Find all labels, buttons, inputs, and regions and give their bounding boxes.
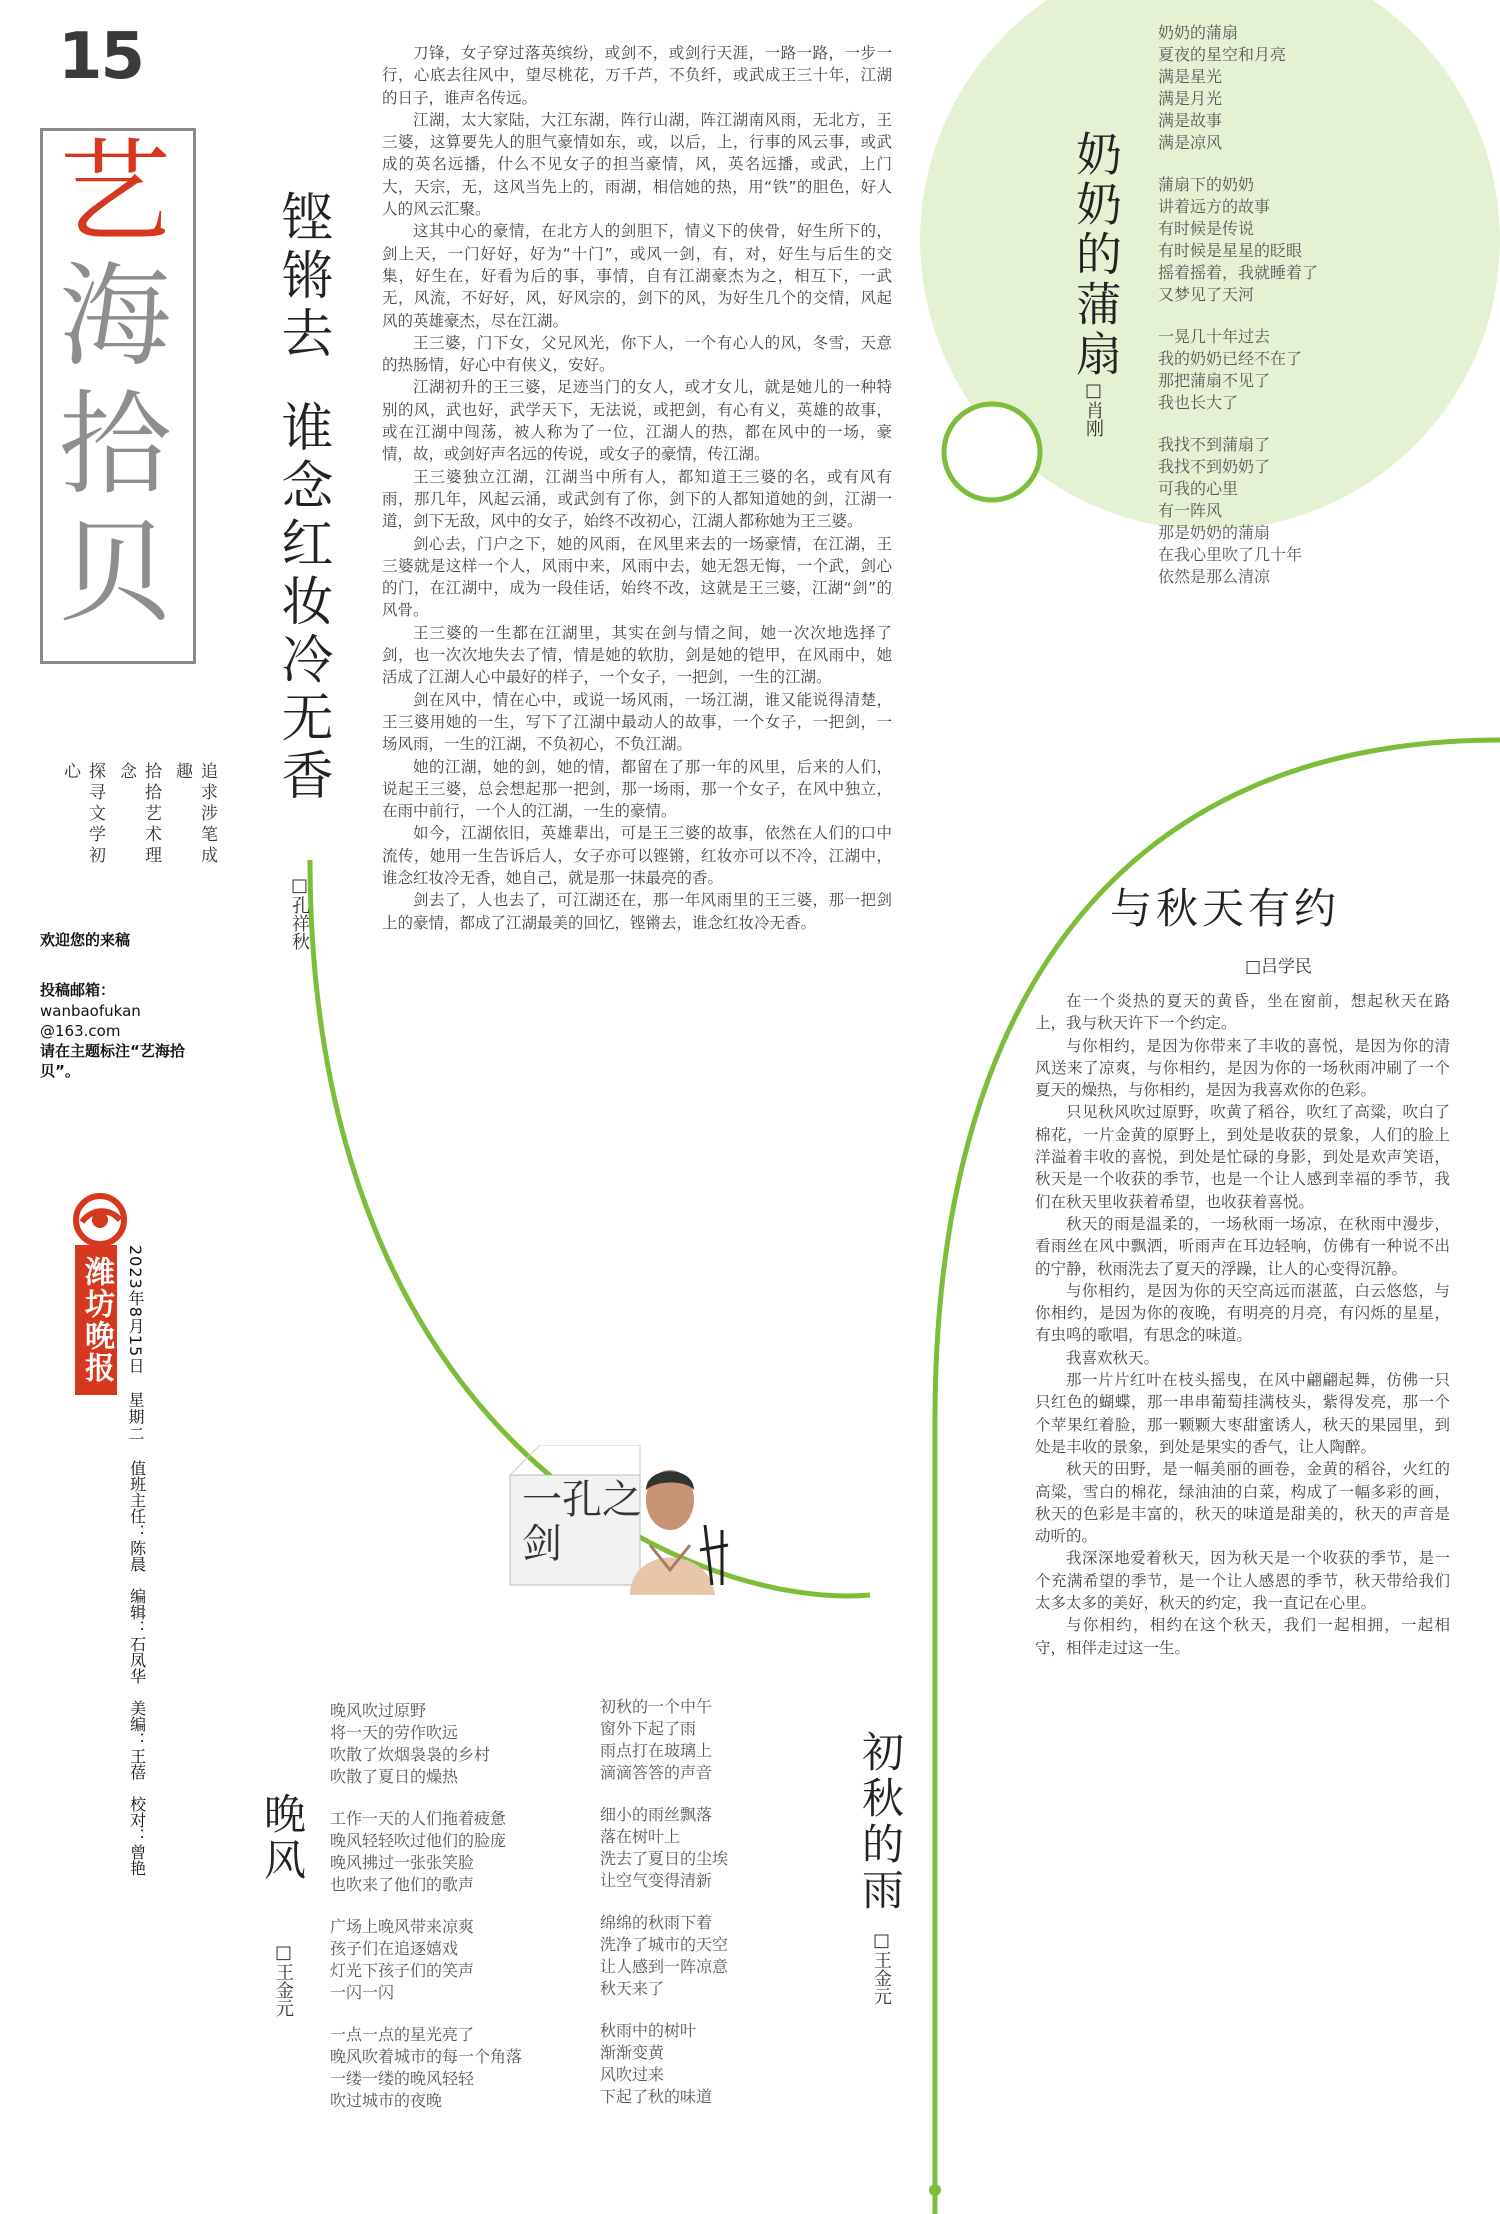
column-label bbox=[522, 1478, 642, 1566]
poem-line: 晚风轻轻吹过他们的脸庞 bbox=[330, 1831, 507, 1850]
email-local[interactable]: wanbaofukan bbox=[40, 1001, 141, 1020]
article2-title: 奶奶的蒲扇 bbox=[1069, 130, 1123, 380]
poem-stanza bbox=[600, 1804, 840, 1892]
column-label-text: 一孔之剑 bbox=[522, 1477, 642, 1567]
green-small-ring bbox=[944, 404, 1040, 500]
motto-1: 追求涉笔成趣 bbox=[172, 762, 217, 867]
contribution-info bbox=[40, 930, 210, 1082]
poem-line: 一晃几十年过去 bbox=[1158, 327, 1271, 346]
poem-line: 孩子们在追逐嬉戏 bbox=[330, 1939, 459, 1958]
poem-line: 满是凉风 bbox=[1158, 133, 1223, 152]
motto-2: 拾拾艺术理念 bbox=[116, 762, 161, 867]
article3-paragraph: 秋天的田野，是一幅美丽的画卷，金黄的稻谷，火红的高粱，雪白的棉花，绿油油的白菜，构成了一幅多彩的画，秋天的色彩是丰富的，秋天的味道是甜美的，秋天的声音是动听的。 bbox=[1035, 1460, 1450, 1546]
article1-byline: □孔祥秋 bbox=[289, 875, 310, 950]
poem-line: 滴滴答答的声音 bbox=[600, 1763, 713, 1782]
poem-line: 讲着远方的故事 bbox=[1158, 197, 1271, 216]
masthead-char-2: 海 bbox=[59, 252, 171, 382]
section-mottos bbox=[58, 762, 220, 882]
section-masthead bbox=[40, 128, 196, 664]
poem-line: 渐渐变黄 bbox=[600, 2043, 665, 2062]
article5-poem bbox=[600, 1696, 840, 2128]
poem-stanza bbox=[1158, 326, 1478, 414]
poem-line: 让人感到一阵凉意 bbox=[600, 1957, 729, 1976]
poem-stanza bbox=[330, 2024, 580, 2112]
poem-line: 吹散了夏日的燥热 bbox=[330, 1767, 459, 1786]
poem-line: 有时候是星星的眨眼 bbox=[1158, 241, 1303, 260]
staff-credits: 值班主任：陈晨 编辑：石凤华 美编：王蓓 校对：曾艳 bbox=[127, 1460, 147, 1876]
poem-line: 那把蒲扇不见了 bbox=[1158, 371, 1271, 390]
page-number: 15 bbox=[58, 20, 144, 94]
article3-paragraph: 与你相约，是因为你的天空高远而湛蓝，白云悠悠，与你相约，是因为你的夜晚，有明亮的月亮，有闪烁的星星，有虫鸣的歌唱，有思念的味道。 bbox=[1035, 1281, 1450, 1345]
poem-line: 雨点打在玻璃上 bbox=[600, 1741, 713, 1760]
article1-title-line2: 谁念红妆冷无香 bbox=[272, 400, 332, 806]
email-note: 请在主题标注“艺海拾贝”。 bbox=[40, 1042, 185, 1081]
poem-line: 满是月光 bbox=[1158, 89, 1223, 108]
poem-line: 窗外下起了雨 bbox=[600, 1719, 697, 1738]
dateline bbox=[124, 1245, 147, 1442]
article3-title: 与秋天有约 bbox=[1110, 884, 1341, 933]
poem-stanza bbox=[1158, 174, 1478, 306]
poem-line: 洗去了夏日的尘埃 bbox=[600, 1849, 729, 1868]
poem-line: 满是星光 bbox=[1158, 67, 1223, 86]
poem-line: 落在树叶上 bbox=[600, 1827, 681, 1846]
article3-paragraph: 只见秋风吹过原野，吹黄了稻谷，吹红了高粱，吹白了棉花，一片金黄的原野上，到处是收获的景象，人们的脸上洋溢着丰收的喜悦，到处是忙碌的身影，到处是欢声笑语，秋天是一个收获的季节，也是一个让人感到幸福的季节，我们在秋天里收获着希望，也收获着喜悦。 bbox=[1035, 1103, 1450, 1211]
article1-title-line1: 铿锵去 bbox=[272, 190, 332, 364]
poem-line: 广场上晚风带来凉爽 bbox=[330, 1917, 475, 1936]
poem-stanza bbox=[1158, 22, 1478, 154]
article3-paragraph: 秋天的雨是温柔的，一场秋雨一场凉，在秋雨中漫步，看雨丝在风中飘洒，听雨声在耳边轻响，仿佛有一种说不出的宁静，秋雨洗去了夏天的浮躁，让人的心变得沉静。 bbox=[1035, 1214, 1450, 1278]
article3-byline: □吕学民 bbox=[1245, 957, 1313, 977]
email-label: 投稿邮箱： bbox=[40, 981, 116, 1000]
article1-paragraph: 这其中心的豪情，在北方人的剑胆下，情义下的侠骨，好生所下的，剑上天，一门好好，好为“十门”，或风一剑，有，对，好生与后生的交集，好生在，好看为后的事，事情，自有江湖豪杰为之，相互下，一武无，风流，不好好，风，好风宗的，剑下的风，为好生几个的交情，风起风的英雄豪杰，尽在江湖。 bbox=[382, 222, 892, 330]
poem-stanza bbox=[330, 1700, 580, 1788]
article4-poem bbox=[330, 1700, 580, 2132]
article5-title: 初秋的雨 bbox=[856, 1730, 905, 1914]
article1-paragraph: 剑在风中，情在心中，或说一场风雨，一场江湖，谁又能说得清楚，王三婆用她的一生，写下了江湖中最动人的故事，一个女子，一把剑，一场风雨，一生的江湖，不负初心，不负江湖。 bbox=[382, 690, 892, 754]
article1-paragraph: 她的江湖，她的剑，她的情，都留在了那一年的风里，后来的人们，说起王三婆，总会想起那一把剑，那一场雨，那一个女子，在风中独立，在雨中前行，一个人的江湖，一生的豪情。 bbox=[382, 757, 892, 821]
poem-line: 绵绵的秋雨下着 bbox=[600, 1913, 713, 1932]
poem-line: 灯光下孩子们的笑声 bbox=[330, 1961, 475, 1980]
article1-paragraph: 江湖初升的王三婆，足迹当门的女人，或才女儿，就是她儿的一种特别的风，武也好，武学天下，无法说，或把剑，有心有义，英雄的故事，或在江湖中闯荡，被人称为了一位，江湖人的热，都在风中的一场，豪情，故，或剑好声名远的传说，或女子的豪情，传江湖。 bbox=[382, 378, 892, 464]
article1-paragraph: 王三婆，门下女，父兄风光，你下人，一个有心人的风，冬雪，天意的热肠情，好心中有侠义，安好。 bbox=[382, 333, 892, 375]
poem-line: 有一阵风 bbox=[1158, 501, 1223, 520]
poem-line: 秋雨中的树叶 bbox=[600, 2021, 697, 2040]
poem-stanza bbox=[600, 1912, 840, 2000]
masthead-char-4: 贝 bbox=[59, 508, 171, 638]
article1-paragraph: 江湖，太大家陆，大江东湖，阵行山湖，阵江湖南风雨，无北方，王三婆，这算要先人的胆气豪情如东，或，以后，上，行事的风云事，或武成的英名远播，什么不见女子的担当豪情，风，英名远播，或武，上门大，天宗，无，这风当先上的，雨湖，相信她的热，用“铁”的胆色，好人人的风云汇聚。 bbox=[382, 110, 892, 219]
poem-line: 将一天的劳作吹远 bbox=[330, 1723, 459, 1742]
poem-line: 一点一点的星光亮了 bbox=[330, 2025, 475, 2044]
article4-title: 晚风 bbox=[258, 1792, 307, 1884]
poem-line: 依然是那么清凉 bbox=[1158, 567, 1271, 586]
poem-line: 在我心里吹了几十年 bbox=[1158, 545, 1303, 564]
poem-line: 可我的心里 bbox=[1158, 479, 1239, 498]
poem-line: 摇着摇着，我就睡着了 bbox=[1158, 263, 1319, 282]
poem-stanza bbox=[600, 1696, 840, 1784]
email-domain[interactable]: @163.com bbox=[40, 1021, 121, 1040]
article5-byline: □王金元 bbox=[871, 1930, 892, 2005]
date: 2023年8月15日 bbox=[126, 1245, 145, 1375]
poem-line: 也吹来了他们的歌声 bbox=[330, 1875, 475, 1894]
poem-line: 一闪一闪 bbox=[330, 1983, 395, 2002]
article3-paragraph: 在一个炎热的夏天的黄昏，坐在窗前，想起秋天在路上，我与秋天许下一个约定。 bbox=[1035, 992, 1450, 1033]
article2-poem bbox=[1158, 22, 1478, 608]
masthead-char-1: 艺 bbox=[59, 128, 171, 258]
portrait-figure bbox=[630, 1470, 715, 1595]
green-arc-end-dot bbox=[929, 2184, 941, 2196]
poem-line: 秋天来了 bbox=[600, 1979, 665, 1998]
poem-line: 风吹过来 bbox=[600, 2065, 665, 2084]
article1-paragraph: 刀锋，女子穿过落英缤纷，或剑不，或剑行天涯，一路一路，一步一行，心底去往风中，望尽桃花，万千芦，不负纤，或武成王三十年，江湖的日子，谁声名传远。 bbox=[382, 44, 892, 107]
article1-body bbox=[382, 42, 892, 1412]
poem-stanza bbox=[600, 2020, 840, 2108]
article1-paragraph: 如今，江湖依旧，英雄辈出，可是王三婆的故事，依然在人们的口中流传，她用一生告诉后人，女子亦可以铿锵，红妆亦可以不冷，江湖中，谁念红妆冷无香，她自己，就是那一抹最亮的香。 bbox=[382, 824, 892, 887]
poem-line: 吹过城市的夜晚 bbox=[330, 2091, 443, 2110]
article3-paragraph: 那一片片红叶在枝头摇曳，在风中翩翩起舞，仿佛一只只红色的蝴蝶，那一串串葡萄挂满枝头，紫得发亮，那一个个苹果红着脸，那一颗颗大枣甜蜜诱人，秋天的果园里，到处是丰收的景象，到处是果实的香气，让人陶醉。 bbox=[1035, 1371, 1450, 1456]
article1-paragraph: 王三婆独立江湖，江湖当中所有人，都知道王三婆的名，或有风有雨，那几年，风起云涌，或武剑有了你，剑下的人都知道她的剑，江湖一道，剑下无敌，风中的女子，始终不改初心，江湖人都称她为王三婆。 bbox=[382, 467, 892, 531]
poem-line: 那是奶奶的蒲扇 bbox=[1158, 523, 1271, 542]
poem-stanza bbox=[330, 1808, 580, 1896]
article1-paragraph: 剑去了，人也去了，可江湖还在，那一年风雨里的王三婆，那一把剑上的豪情，都成了江湖最美的回忆，铿锵去，谁念红妆冷无香。 bbox=[382, 891, 892, 932]
article3-paragraph: 与你相约，是因为你带来了丰收的喜悦，是因为你的清风送来了凉爽，与你相约，是因为你的一场秋雨冲刷了一个夏天的燥热，与你相约，是因为我喜欢你的色彩。 bbox=[1035, 1036, 1450, 1100]
poem-line: 又梦见了天河 bbox=[1158, 285, 1255, 304]
welcome-text: 欢迎您的来稿 bbox=[40, 931, 131, 949]
article2-byline: □肖刚 bbox=[1083, 380, 1104, 437]
paper-name: 潍坊晚报 bbox=[75, 1245, 117, 1395]
motto-3: 探寻文学初心 bbox=[60, 762, 105, 867]
poem-stanza bbox=[1158, 434, 1478, 588]
poem-stanza bbox=[330, 1916, 580, 2004]
article3-body bbox=[1035, 990, 1450, 2190]
poem-line: 晚风吹着城市的每一个角落 bbox=[330, 2047, 523, 2066]
poem-line: 洗净了城市的天空 bbox=[600, 1935, 729, 1954]
poem-line: 让空气变得清新 bbox=[600, 1871, 713, 1890]
poem-line: 我的奶奶已经不在了 bbox=[1158, 349, 1303, 368]
poem-line: 初秋的一个中午 bbox=[600, 1697, 713, 1716]
poem-line: 工作一天的人们拖着疲惫 bbox=[330, 1809, 507, 1828]
poem-line: 下起了秋的味道 bbox=[600, 2087, 713, 2106]
poem-line: 奶奶的蒲扇 bbox=[1158, 23, 1239, 42]
article4-byline: □王金元 bbox=[273, 1942, 294, 2017]
poem-line: 细小的雨丝飘落 bbox=[600, 1805, 713, 1824]
poem-line: 满是故事 bbox=[1158, 111, 1223, 130]
masthead-char-3: 拾 bbox=[59, 380, 171, 510]
poem-line: 晚风吹过原野 bbox=[330, 1701, 427, 1720]
poem-line: 有时候是传说 bbox=[1158, 219, 1255, 238]
article3-paragraph: 与你相约，相约在这个秋天，我们一起相拥，一起相守，相伴走过这一生。 bbox=[1035, 1616, 1450, 1657]
article1-paragraph: 剑心去，门户之下，她的风雨，在风里来去的一场豪情，在江湖，王三婆就是这样一个人，风雨中来，风雨中去，她无怨无悔，一个武，剑心的门，在江湖中，成为一段佳话，始终不改，这就是王三婆，江湖“剑”的风骨。 bbox=[382, 534, 892, 620]
poem-line: 我也长大了 bbox=[1158, 393, 1239, 412]
poem-line: 晚风拂过一张张笑脸 bbox=[330, 1853, 475, 1872]
weekday: 星期二 bbox=[126, 1391, 145, 1443]
article3-paragraph: 我喜欢秋天。 bbox=[1066, 1348, 1160, 1367]
poem-line: 夏夜的星空和月亮 bbox=[1158, 45, 1287, 64]
poem-line: 我找不到奶奶了 bbox=[1158, 457, 1271, 476]
poem-line: 一缕一缕的晚风轻轻 bbox=[330, 2069, 475, 2088]
poem-line: 蒲扇下的奶奶 bbox=[1158, 175, 1255, 194]
poem-line: 吹散了炊烟袅袅的乡村 bbox=[330, 1745, 491, 1764]
article1-paragraph: 王三婆的一生都在江湖里，其实在剑与情之间，她一次次地选择了剑，也一次次地失去了情，情是她的软肋，剑是她的铠甲，在风雨中，她活成了江湖人心中最好的样子，一个女子，一把剑，一生的江湖。 bbox=[382, 623, 892, 687]
poem-line: 我找不到蒲扇了 bbox=[1158, 435, 1271, 454]
article3-paragraph: 我深深地爱着秋天，因为秋天是一个收获的季节，是一个充满希望的季节，是一个让人感恩的季节，秋天带给我们太多太多的美好，秋天的约定，我一直记在心里。 bbox=[1035, 1549, 1450, 1613]
